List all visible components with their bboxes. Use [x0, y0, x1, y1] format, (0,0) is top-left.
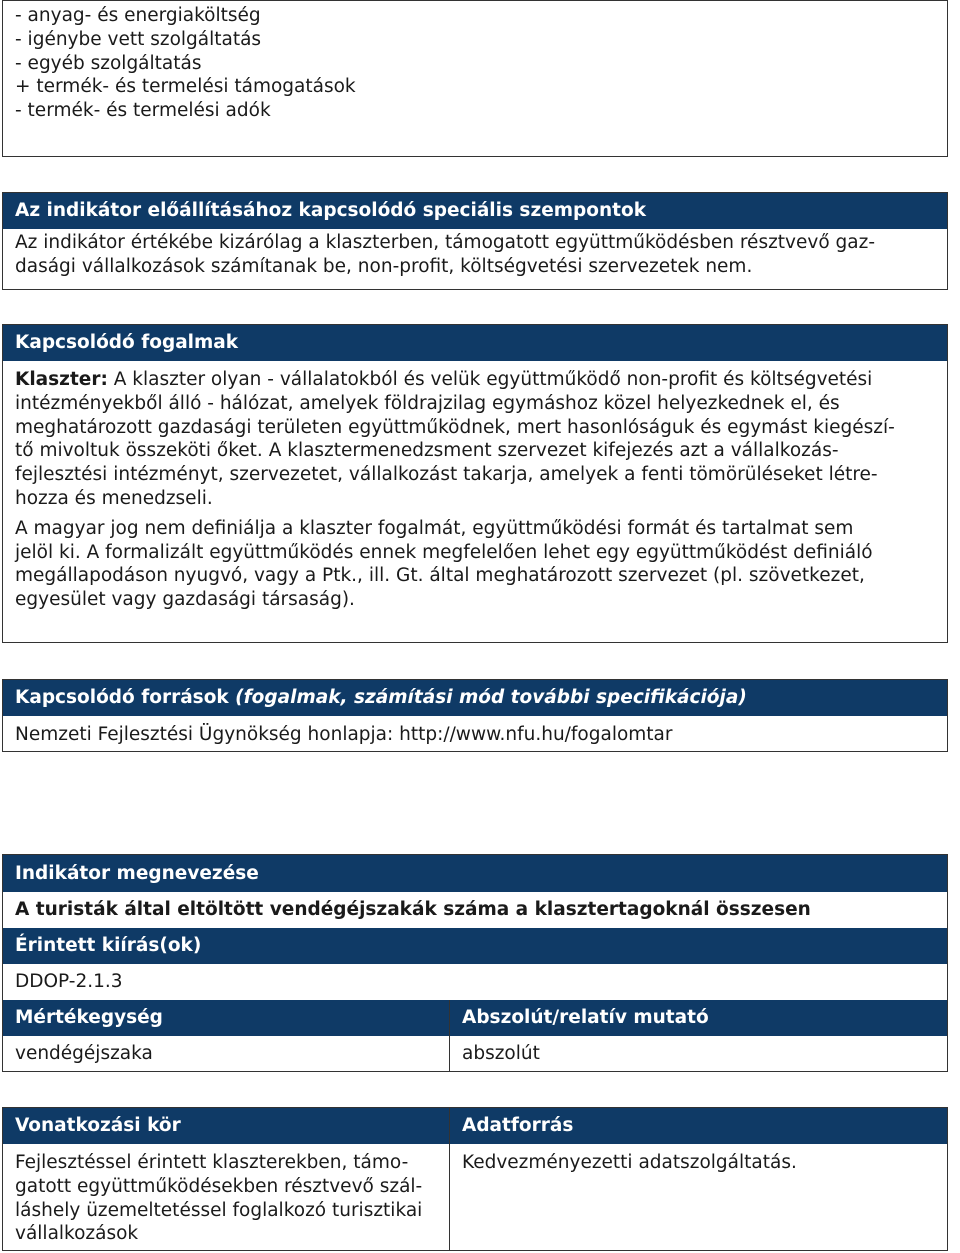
unit-cell	[3, 1000, 449, 1072]
special-aspects-section	[2, 192, 948, 290]
indicator-name-value: A turisták által eltöltött vendégéjszakák száma a klasztertagoknál összesen	[15, 899, 811, 920]
calculation-list	[3, 1, 947, 123]
text-line: vállalkozások	[15, 1223, 139, 1245]
text-line: dasági vállalkozások számítanak be, non-profit, költségvetési szervezetek nem.	[15, 255, 753, 277]
data-source-header: Adatforrás	[450, 1108, 947, 1144]
absolute-relative-value: abszolút	[462, 1043, 540, 1064]
scope-cell	[3, 1108, 449, 1250]
text-line: tő mivoltuk összeköti őket. A klasztermenedzsment szervezet kifejezés azt a vállalkozás-	[15, 440, 839, 462]
affected-calls-value: DDOP-2.1.3	[15, 971, 123, 992]
sources-title: Kapcsolódó források	[15, 687, 229, 708]
affected-calls-header: Érintett kiírás(ok)	[3, 928, 947, 964]
unit-value: vendégéjszaka	[15, 1043, 153, 1064]
cluster-definition-paragraph	[15, 368, 935, 511]
sources-title-italic: (fogalmak, számítási mód további specifikációja)	[235, 687, 747, 708]
text-line: Fejlesztéssel érintett klaszterekben, támo-	[15, 1152, 409, 1173]
data-source-value: Kedvezményezetti adatszolgáltatás.	[462, 1152, 797, 1173]
text-line: egyesület vagy gazdasági társaság).	[15, 589, 355, 611]
text-line: megállapodáson nyugvó, vagy a Ptk., ill. Gt. által meghatározott szervezet (pl. szövetkezet,	[15, 565, 865, 587]
indicator-name-header: Indikátor megnevezése	[3, 855, 947, 892]
calc-line: + termék- és termelési támogatások	[15, 76, 356, 98]
text-line: hozza és menedzseli.	[15, 487, 213, 509]
unit-row	[3, 1000, 947, 1072]
text-line: Az indikátor értékébe kizárólag a klaszterben, támogatott együttműködésben résztvevő gaz-	[15, 232, 875, 253]
text-line	[15, 368, 935, 392]
cluster-term: Klaszter:	[15, 369, 108, 390]
scope-header: Vonatkozási kör	[3, 1108, 449, 1144]
text-line: gatott együttműködésekben résztvevő szál-	[15, 1175, 423, 1197]
related-sources-text	[3, 716, 947, 747]
calculation-box	[2, 0, 948, 157]
text-line: láshely üzemeltetéssel foglalkozó turisztikai	[15, 1199, 423, 1221]
scope-source-section	[2, 1107, 948, 1251]
scope-text	[3, 1144, 449, 1246]
text-line: jelöl ki. A formalizált együttműködés ennek megfelelően lehet egy együttműködést definiáló	[15, 541, 873, 563]
text-line: fejlesztési intézményt, szervezetet, vállalkozást takarja, amelyek a fenti tömörüléseket létre-	[15, 464, 878, 486]
related-concepts-text	[3, 361, 947, 612]
data-source-cell	[449, 1108, 947, 1250]
calc-line: - anyag- és energiaköltség	[15, 5, 261, 26]
related-concepts-header: Kapcsolódó fogalmak	[3, 325, 947, 361]
related-concepts-section	[2, 324, 948, 643]
text-line: meghatározott gazdasági területen együttműködnek, mert hasonlóságuk és egymást kiegészí-	[15, 416, 895, 438]
related-sources-section	[2, 679, 948, 752]
special-aspects-header: Az indikátor előállításához kapcsolódó speciális szempontok	[3, 193, 947, 229]
absolute-relative-cell	[449, 1000, 947, 1072]
calc-line: - igénybe vett szolgáltatás	[15, 28, 262, 50]
calc-line: - termék- és termelési adók	[15, 100, 271, 122]
text-line: intézményekből álló - hálózat, amelyek földrajzilag egymáshoz közel helyezkednek el, és	[15, 392, 840, 414]
calc-line: - egyéb szolgáltatás	[15, 52, 202, 74]
indicator-section	[2, 854, 948, 1072]
text-line: A magyar jog nem definiálja a klaszter fogalmát, együttműködési formát és tartalmat sem	[15, 517, 854, 539]
absolute-relative-header: Abszolút/relatív mutató	[450, 1000, 947, 1036]
legal-paragraph	[15, 517, 935, 612]
special-aspects-text	[3, 229, 947, 279]
related-sources-header	[3, 680, 947, 716]
unit-header: Mértékegység	[3, 1000, 449, 1036]
sources-link-text: Nemzeti Fejlesztési Ügynökség honlapja: http://www.nfu.hu/fogalomtar	[15, 724, 673, 745]
text-fragment: A klaszter olyan - vállalatokból és velük együttműködő non-profit és költségvetési	[107, 369, 873, 390]
